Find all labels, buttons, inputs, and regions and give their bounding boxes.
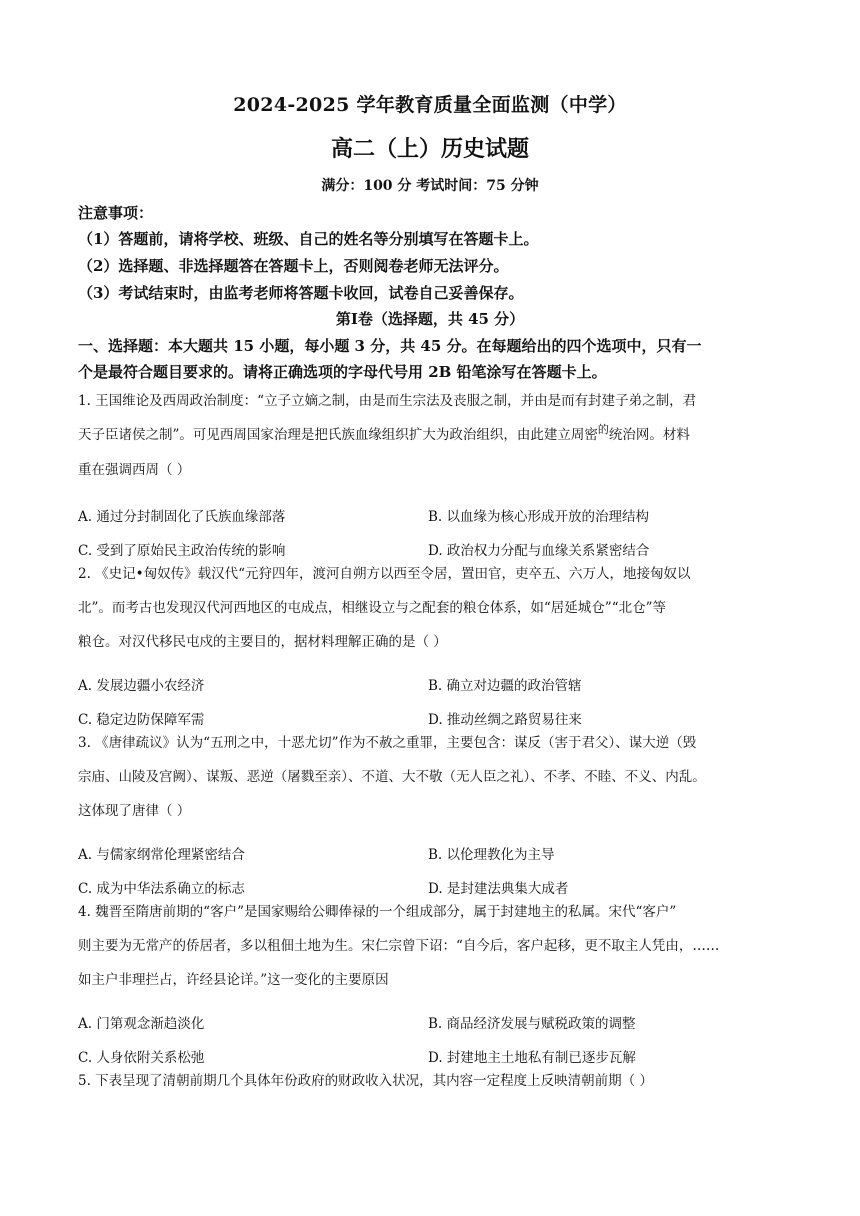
- option-c[interactable]: C. 成为中华法系确立的标志: [78, 881, 245, 897]
- question-line: 重在强调西周（ ）: [78, 462, 191, 478]
- option-a[interactable]: A. 发展边疆小农经济: [78, 678, 205, 694]
- notice-item: （1）答题前，请将学校、班级、自己的姓名等分别填写在答题卡上。: [78, 230, 539, 248]
- question-line: 则主要为无常产的侨居者，多以租佃土地为生。宋仁宗曾下诏：“自今后，客户起移，更不取主人凭由，……: [78, 938, 720, 954]
- option-c[interactable]: C. 受到了原始民主政治传统的影响: [78, 543, 286, 559]
- option-c[interactable]: C. 稳定边防保障军需: [78, 712, 205, 728]
- option-b[interactable]: B. 以伦理教化为主导: [428, 847, 555, 863]
- section-instruction: 个是最符合题目要求的。请将正确选项的字母代号用 2B 铅笔涂写在答题卡上。: [78, 363, 607, 381]
- section-instruction: 一、选择题：本大题共 15 小题，每小题 3 分，共 45 分。在每题给出的四个选项中，只有一: [78, 337, 702, 355]
- option-d[interactable]: D. 封建地主土地私有制已逐步瓦解: [428, 1050, 636, 1066]
- question-3: [78, 726, 788, 828]
- option-d[interactable]: D. 政治权力分配与血缘关系紧密结合: [428, 543, 650, 559]
- question-line: 4. 魏晋至隋唐前期的“客户”是国家赐给公卿俸禄的一个组成部分，属于封建地主的私属。宋代“客户”: [78, 904, 677, 920]
- question-2: [78, 557, 788, 659]
- exam-meta: 满分：100 分 考试时间：75 分钟: [321, 178, 539, 194]
- question-5: [78, 1064, 788, 1098]
- question-1: [78, 384, 788, 487]
- exam-title: 2024-2025 学年教育质量全面监测（中学）: [233, 94, 627, 116]
- question-line: 宗庙、山陵及宫阙）、谋叛、恶逆（屠戮至亲）、不道、大不敬（无人臣之礼）、不孝、不睦、不义、内乱。: [78, 769, 706, 785]
- notice-item: （3）考试结束时，由监考老师将答题卡收回，试卷自己妥善保存。: [78, 284, 524, 302]
- option-a[interactable]: A. 通过分封制固化了氏族血缘部落: [78, 509, 286, 525]
- notice-item: （2）选择题、非选择题答在答题卡上，否则阅卷老师无法评分。: [78, 257, 509, 275]
- question-4: [78, 895, 788, 997]
- question-line: 1. 王国维论及西周政治制度：“立子立嫡之制，由是而生宗法及丧服之制，并由是而有封建子弟之制，君: [78, 393, 697, 409]
- option-a[interactable]: A. 与儒家纲常伦理紧密结合: [78, 847, 245, 863]
- notice-heading: 注意事项：: [78, 204, 154, 222]
- question-line: 如主户非理拦占，许经县论详。”这一变化的主要原因: [78, 972, 389, 988]
- option-d[interactable]: D. 推动丝绸之路贸易往来: [428, 712, 582, 728]
- section-title: 第Ⅰ卷（选择题，共 45 分）: [335, 310, 525, 328]
- option-b[interactable]: B. 确立对边疆的政治管辖: [428, 678, 582, 694]
- option-c[interactable]: C. 人身依附关系松弛: [78, 1050, 205, 1066]
- exam-subtitle: 高二（上）历史试题: [330, 136, 529, 162]
- option-d[interactable]: D. 是封建法典集大成者: [428, 881, 569, 897]
- question-line: 北”。而考古也发现汉代河西地区的屯成点，相继设立与之配套的粮仓体系，如“居延城仓”“北仓”等: [78, 600, 667, 616]
- option-a[interactable]: A. 门第观念渐趋淡化: [78, 1016, 205, 1032]
- option-b[interactable]: B. 商品经济发展与赋税政策的调整: [428, 1016, 636, 1032]
- question-line: 5. 下表呈现了清朝前期几个具体年份政府的财政收入状况，其内容一定程度上反映清朝前期（ ）: [78, 1073, 653, 1089]
- question-line: 3. 《唐律疏议》认为“五刑之中，十恶尤切”作为不赦之重罪，主要包含：谋反（害于君父）、谋大逆（毁: [78, 735, 697, 751]
- superscript-char: 的: [597, 423, 609, 436]
- question-line: 天子臣诸侯之制”。可见西周国家治理是把氏族血缘组织扩大为政治组织，由此建立周密$^的$统治网。材料: [78, 423, 690, 443]
- question-line: 粮仓。对汉代移民屯戍的主要目的，据材料理解正确的是（ ）: [78, 634, 447, 650]
- option-b[interactable]: B. 以血缘为核心形成开放的治理结构: [428, 509, 650, 525]
- question-line: 这体现了唐律（ ）: [78, 803, 191, 819]
- question-line: 2. 《史记•匈奴传》载汉代“元狩四年，渡河自朔方以西至令居，置田官，吏卒五、六万人，地接匈奴以: [78, 566, 691, 582]
